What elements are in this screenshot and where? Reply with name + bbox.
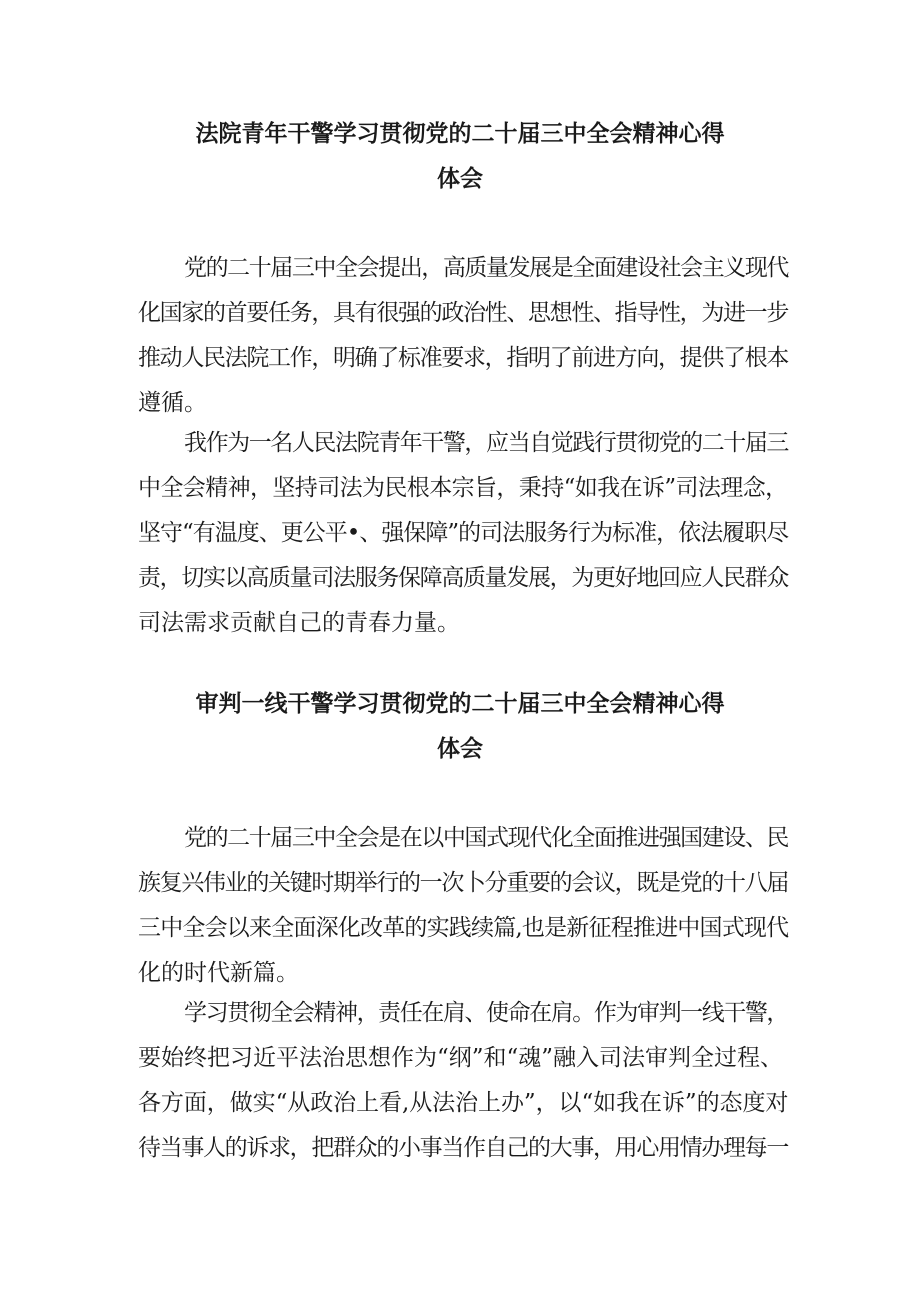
- paragraph-line: 坚守“有温度、更公平•、强保障”的司法服务行为标准，依法履职尽: [138, 520, 789, 546]
- section-1-paragraph-1: [138, 246, 788, 426]
- section-2-title-line-2: 体会: [437, 736, 483, 762]
- section-2-paragraph-2: [138, 991, 788, 1171]
- paragraph-line: 化国家的首要任务，具有很强的政治性、思想性、指导性，为进一步: [138, 300, 789, 326]
- paragraph-line: 三中全会以来全面深化改革的实践续篇,也是新征程推进中国式现代: [138, 915, 789, 941]
- paragraph-line: 司法需求贡献自己的青春力量。: [138, 610, 460, 636]
- paragraph-line: 我作为一名人民法院青年干警，应当自觉践行贯彻党的二十届三: [184, 430, 789, 456]
- paragraph-line: 各方面，做实“从政治上看,从法治上办”，以“如我在诉”的态度对: [138, 1090, 789, 1116]
- paragraph-line: 族复兴伟业的关键时期举行的一次卜分重要的会议，既是党的十八届: [138, 870, 789, 896]
- section-1-title-line-2: 体会: [437, 166, 483, 192]
- section-1-paragraph-2: [138, 421, 788, 646]
- section-2-paragraph-1: [138, 816, 788, 996]
- paragraph-line: 责，切实以高质量司法服务保障高质量发展，为更好地回应人民群众: [138, 565, 789, 591]
- section-2-title-line-1: 审判一线干警学习贯彻党的二十届三中全会精神心得: [195, 691, 725, 717]
- section-1-title-line-1: 法院青年干警学习贯彻党的二十届三中全会精神心得: [195, 121, 725, 147]
- paragraph-line: 遵循。: [138, 390, 207, 416]
- paragraph-line: 党的二十届三中全会是在以中国式现代化全面推进强国建设、民: [184, 825, 789, 851]
- paragraph-line: 化的时代新篇。: [138, 960, 299, 986]
- paragraph-line: 党的二十届三中全会提出，高质量发展是全面建设社会主义现代: [184, 255, 789, 281]
- paragraph-line: 待当事人的诉求，把群众的小事当作自己的大事，用心用情办理每一: [138, 1135, 789, 1161]
- paragraph-line: 学习贯彻全会精神，责任在肩、使命在肩。作为审判一线干警，: [184, 1000, 789, 1026]
- paragraph-line: 推动人民法院工作，明确了标准要求，指明了前进方向，提供了根本: [138, 345, 789, 371]
- paragraph-line: 中全会精神，坚持司法为民根本宗旨，秉持“如我在诉”司法理念，: [138, 475, 788, 501]
- paragraph-line: 要始终把习近平法治思想作为“纲”和“魂”融入司法审判全过程、: [138, 1045, 784, 1071]
